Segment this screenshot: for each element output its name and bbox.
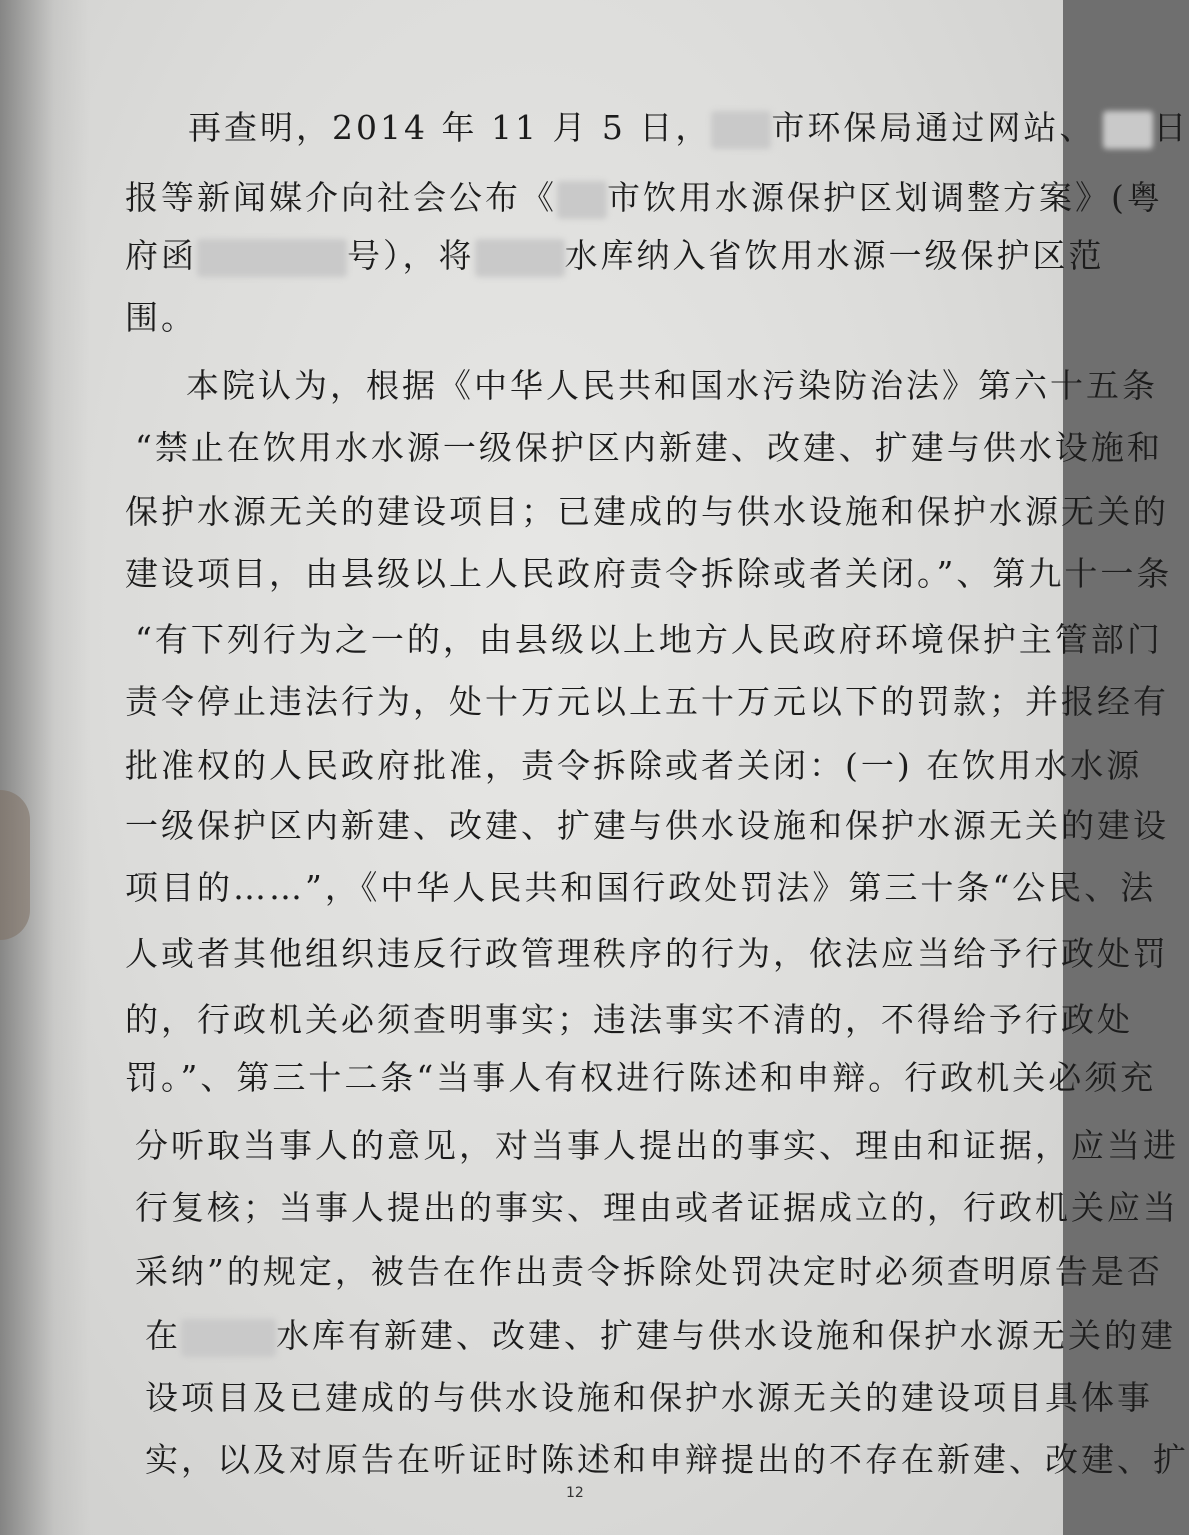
text-line-10: 责令停止违法行为，处十万元以上五十万元以下的罚款；并报经有 <box>125 682 1169 721</box>
text-line-7: 保护水源无关的建设项目；已建成的与供水设施和保护水源无关的 <box>125 492 1169 531</box>
text-segment: 市环保局通过网站、 <box>771 108 1096 147</box>
text-segment: 报等新闻媒介向社会公布《 <box>125 178 557 217</box>
text-line-21: 设项目及已建成的与供水设施和保护水源无关的建设项目具体事 <box>145 1378 1153 1417</box>
text-segment: 府函 <box>125 236 197 275</box>
text-line-17: 分听取当事人的意见，对当事人提出的事实、理由和证据，应当进 <box>135 1126 1179 1165</box>
text-line-22: 实，以及对原告在听证时陈述和申辩提出的不存在新建、改建、扩 <box>145 1440 1189 1479</box>
redacted-city <box>711 111 771 149</box>
text-line-2 <box>125 172 1163 219</box>
text-line-3 <box>125 230 1105 277</box>
text-segment: 日 <box>1153 108 1189 147</box>
text-line-1 <box>188 102 1189 149</box>
text-line-18: 行复核；当事人提出的事实、理由或者证据成立的，行政机关应当 <box>135 1188 1179 1227</box>
text-line-9: “有下列行为之一的，由县级以上地方人民政府环境保护主管部门 <box>135 620 1163 659</box>
text-segment: 水库纳入省饮用水源一级保护区范 <box>564 236 1105 275</box>
text-line-13: 项目的……”，《中华人民共和国行政处罚法》第三十条“公民、法 <box>125 868 1157 907</box>
text-segment: 号），将 <box>347 236 475 275</box>
text-segment: 水库有新建、改建、扩建与供水设施和保护水源无关的建 <box>276 1316 1176 1355</box>
text-line-15: 的，行政机关必须查明事实；违法事实不清的，不得给予行政处 <box>125 1000 1133 1039</box>
redacted-newspaper <box>1103 111 1153 149</box>
text-line-16: 罚。”、第三十二条“当事人有权进行陈述和申辩。行政机关必须充 <box>125 1058 1157 1097</box>
text-line-8: 建设项目，由县级以上人民政府责令拆除或者关闭。”、第九十一条 <box>125 554 1173 593</box>
redacted-reservoir <box>475 239 565 277</box>
text-line-19: 采纳”的规定，被告在作出责令拆除处罚决定时必须查明原告是否 <box>135 1252 1163 1291</box>
redacted-reservoir <box>181 1319 276 1357</box>
redacted-doc-number <box>197 239 347 277</box>
text-line-5: 本院认为，根据《中华人民共和国水污染防治法》第六十五条 <box>186 366 1158 405</box>
page-number: 12 <box>566 1485 584 1501</box>
text-line-4: 围。 <box>125 298 197 337</box>
text-segment: 再查明，2014 年 11 月 5 日， <box>188 108 712 147</box>
text-line-11: 批准权的人民政府批准，责令拆除或者关闭：(一) 在饮用水水源 <box>125 746 1143 785</box>
text-line-12: 一级保护区内新建、改建、扩建与供水设施和保护水源无关的建设 <box>125 806 1169 845</box>
text-line-6: “禁止在饮用水水源一级保护区内新建、改建、扩建与供水设施和 <box>135 428 1163 467</box>
text-line-14: 人或者其他组织违反行政管理秩序的行为，依法应当给予行政处罚 <box>125 934 1169 973</box>
text-line-20 <box>145 1310 1176 1357</box>
redacted-city <box>557 181 607 219</box>
text-segment: 在 <box>145 1316 181 1355</box>
text-segment: 市饮用水源保护区划调整方案》(粤 <box>607 178 1163 217</box>
